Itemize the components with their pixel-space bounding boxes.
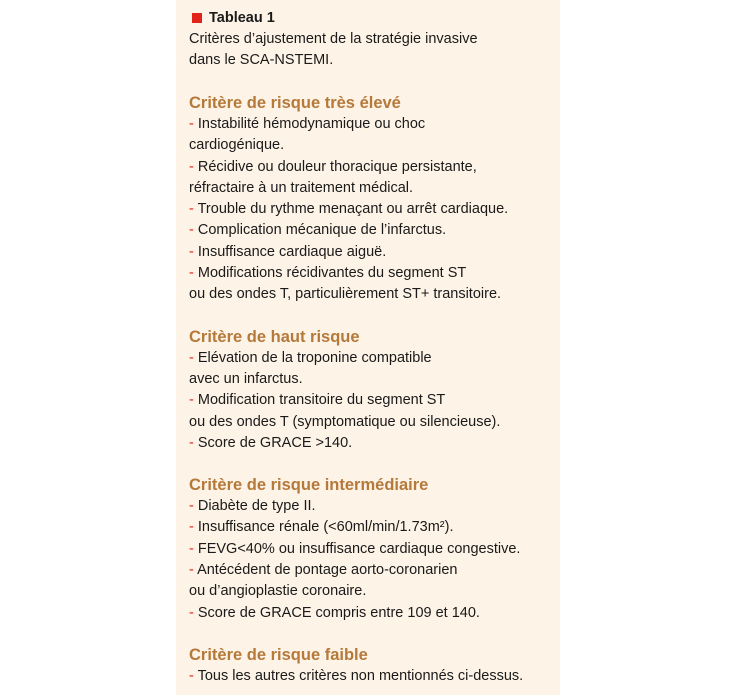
- criteria-line: [189, 135, 560, 156]
- criteria-line: [189, 412, 560, 433]
- criteria-text: Insuffisance cardiaque aiguë.: [197, 243, 387, 260]
- dash-marker: -: [189, 158, 198, 175]
- criteria-section: [189, 644, 560, 687]
- criteria-line: [189, 199, 560, 220]
- criteria-section: [189, 92, 560, 306]
- criteria-text: cardiogénique.: [189, 137, 285, 154]
- criteria-line: [189, 220, 560, 241]
- criteria-line: [189, 433, 560, 454]
- criteria-line: [189, 603, 560, 624]
- criteria-section: [189, 474, 560, 624]
- subtitle-line: dans le SCA-NSTEMI.: [189, 52, 334, 68]
- dash-marker: -: [189, 392, 198, 409]
- table-subtitle: [189, 29, 560, 71]
- criteria-list: [189, 114, 560, 306]
- criteria-list: [189, 496, 560, 624]
- criteria-text: ou d’angioplastie coronaire.: [189, 583, 367, 600]
- section-heading: Critère de haut risque: [189, 327, 360, 346]
- criteria-text: Complication mécanique de l’infarctus.: [197, 222, 447, 239]
- criteria-text: Instabilité hémodynamique ou choc: [197, 116, 426, 132]
- table-header: [189, 8, 560, 28]
- criteria-line: [189, 666, 560, 687]
- subtitle-line: Critères d’ajustement de la stratégie invasive: [189, 31, 478, 47]
- red-square-icon: [192, 13, 202, 23]
- criteria-sections: [189, 92, 560, 687]
- dash-marker: -: [189, 540, 198, 557]
- dash-marker: -: [189, 604, 198, 621]
- dash-marker: -: [189, 434, 198, 451]
- criteria-text: avec un infarctus.: [189, 370, 303, 387]
- criteria-line: [189, 496, 560, 517]
- criteria-line: [189, 284, 560, 305]
- criteria-text: Diabète de type II.: [197, 498, 316, 515]
- criteria-text: Modifications récidivantes du segment ST: [197, 265, 467, 282]
- criteria-text: ou des ondes T (symptomatique ou silencieuse).: [189, 413, 501, 430]
- criteria-text: Récidive ou douleur thoracique persistante,: [197, 158, 477, 175]
- dash-marker: -: [189, 243, 198, 260]
- criteria-line: [189, 390, 560, 411]
- criteria-line: [189, 539, 560, 560]
- criteria-text: réfractaire à un traitement médical.: [189, 179, 414, 196]
- table-label: Tableau 1: [209, 10, 275, 26]
- criteria-text: FEVG<40% ou insuffisance cardiaque congestive.: [197, 540, 521, 557]
- section-heading: Critère de risque faible: [189, 645, 368, 664]
- criteria-line: [189, 178, 560, 199]
- criteria-text: ou des ondes T, particulièrement ST+ transitoire.: [189, 286, 502, 303]
- dash-marker: -: [189, 498, 198, 515]
- dash-marker: -: [189, 116, 198, 132]
- criteria-text: Trouble du rythme menaçant ou arrêt cardiaque.: [197, 201, 509, 218]
- criteria-list: [189, 666, 560, 687]
- dash-marker: -: [189, 222, 198, 239]
- dash-marker: -: [189, 349, 198, 366]
- criteria-line: [189, 263, 560, 284]
- criteria-text: Score de GRACE compris entre 109 et 140.: [197, 604, 480, 621]
- criteria-text: Score de GRACE >140.: [197, 434, 353, 451]
- dash-marker: -: [189, 519, 198, 536]
- section-heading: Critère de risque intermédiaire: [189, 476, 429, 495]
- criteria-line: [189, 560, 560, 581]
- criteria-text: Antécédent de pontage aorto-coronarien: [197, 562, 458, 579]
- criteria-text: Elévation de la troponine compatible: [197, 349, 432, 366]
- criteria-line: [189, 348, 560, 369]
- criteria-text: Insuffisance rénale (<60ml/min/1.73m²).: [197, 519, 454, 536]
- criteria-line: [189, 114, 560, 135]
- criteria-line: [189, 369, 560, 390]
- dash-marker: -: [189, 667, 198, 684]
- dash-marker: -: [189, 265, 198, 282]
- criteria-line: [189, 581, 560, 602]
- section-heading: Critère de risque très élevé: [189, 94, 401, 112]
- criteria-text: Modification transitoire du segment ST: [197, 392, 446, 409]
- dash-marker: -: [189, 562, 198, 579]
- criteria-text: Tous les autres critères non mentionnés ci-dessus.: [197, 667, 524, 684]
- criteria-line: [189, 157, 560, 178]
- table-panel: [176, 0, 560, 695]
- criteria-section: [189, 326, 560, 454]
- criteria-line: [189, 242, 560, 263]
- criteria-list: [189, 348, 560, 454]
- criteria-line: [189, 517, 560, 538]
- dash-marker: -: [189, 201, 198, 218]
